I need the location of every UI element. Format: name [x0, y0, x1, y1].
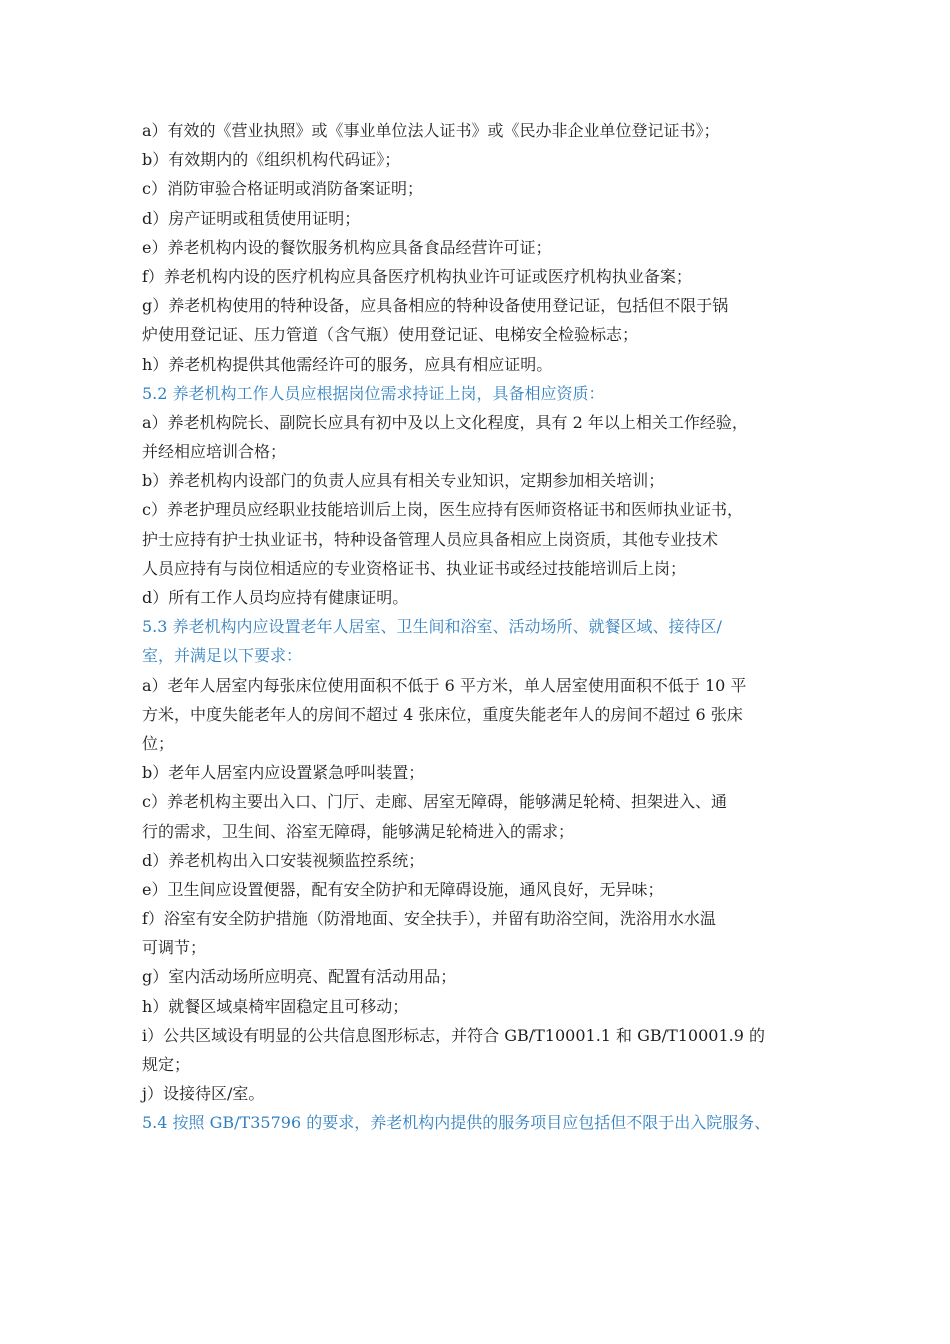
text-line: 方米，中度失能老年人的房间不超过 4 张床位，重度失能老年人的房间不超过 6 张床 [142, 704, 743, 724]
text-line: h）养老机构提供其他需经许可的服务，应具有相应证明。 [142, 354, 553, 374]
section-heading-5-3-cont: 室，并满足以下要求： [142, 646, 303, 666]
text-line: 行的需求，卫生间、浴室无障碍，能够满足轮椅进入的需求； [142, 821, 575, 841]
text-line: c）消防审验合格证明或消防备案证明； [142, 179, 423, 199]
section-heading-5-4: 5.4 按照 GB/T35796 的要求，养老机构内提供的服务项目应包括但不限于出入院服务、 [142, 1113, 771, 1133]
text-line: f）浴室有安全防护措施（防滑地面、安全扶手），并留有助浴空间，洗浴用水水温 [142, 909, 716, 929]
text-line: e）卫生间应设置便器，配有安全防护和无障碍设施，通风良好，无异味； [142, 879, 664, 899]
text-line: a）养老机构院长、副院长应具有初中及以上文化程度，具有 2 年以上相关工作经验， [142, 412, 748, 432]
text-line: h）就餐区域桌椅牢固稳定且可移动； [142, 996, 409, 1016]
section-heading-5-3: 5.3 养老机构内应设置老年人居室、卫生间和浴室、活动场所、就餐区域、接待区/ [142, 617, 722, 637]
text-line: 并经相应培训合格； [142, 442, 287, 462]
text-line: 位； [142, 733, 175, 753]
text-line: c）养老护理员应经职业技能培训后上岗，医生应持有医师资格证书和医师执业证书， [142, 500, 743, 520]
text-line: 规定； [142, 1055, 191, 1074]
text-line: a）有效的《营业执照》或《事业单位法人证书》或《民办非企业单位登记证书》； [142, 121, 720, 140]
text-line: d）所有工作人员均应持有健康证明。 [142, 588, 409, 607]
text-line: j）设接待区/室。 [142, 1084, 265, 1104]
text-line: 可调节； [142, 938, 207, 958]
text-line: 护士应持有护士执业证书，特种设备管理人员应具备相应上岗资质，其他专业技术 [142, 529, 719, 549]
text-line: f）养老机构内设的医疗机构应具备医疗机构执业许可证或医疗机构执业备案； [142, 266, 692, 286]
text-line: e）养老机构内设的餐饮服务机构应具备食品经营许可证； [142, 237, 552, 257]
text-line: b）老年人居室内应设置紧急呼叫装置； [142, 763, 425, 783]
text-line: 炉使用登记证、压力管道（含气瓶）使用登记证、电梯安全检验标志； [142, 325, 639, 345]
text-line: a）老年人居室内每张床位使用面积不低于 6 平方米，单人居室使用面积不低于 10 平 [142, 675, 747, 695]
section-heading-5-2: 5.2 养老机构工作人员应根据岗位需求持证上岗，具备相应资质： [142, 383, 605, 403]
text-line: d）养老机构出入口安装视频监控系统； [142, 850, 425, 870]
text-line: 人员应持有与岗位相适应的专业资格证书、执业证书或经过技能培训后上岗； [142, 558, 687, 578]
text-line: g）养老机构使用的特种设备，应具备相应的特种设备使用登记证，包括但不限于锅 [142, 296, 729, 316]
text-line: g）室内活动场所应明亮、配置有活动用品； [142, 967, 457, 987]
text-line: b）养老机构内设部门的负责人应具有相关专业知识，定期参加相关培训； [142, 471, 665, 491]
text-line: i）公共区域设有明显的公共信息图形标志，并符合 GB/T10001.1 和 GB/T10001.9 的 [142, 1025, 765, 1045]
text-line: c）养老机构主要出入口、门厅、走廊、居室无障碍，能够满足轮椅、担架进入、通 [142, 792, 727, 812]
document-body [142, 116, 832, 1138]
text-line: b）有效期内的《组织机构代码证》； [142, 150, 401, 170]
text-line: d）房产证明或租赁使用证明； [142, 208, 361, 228]
